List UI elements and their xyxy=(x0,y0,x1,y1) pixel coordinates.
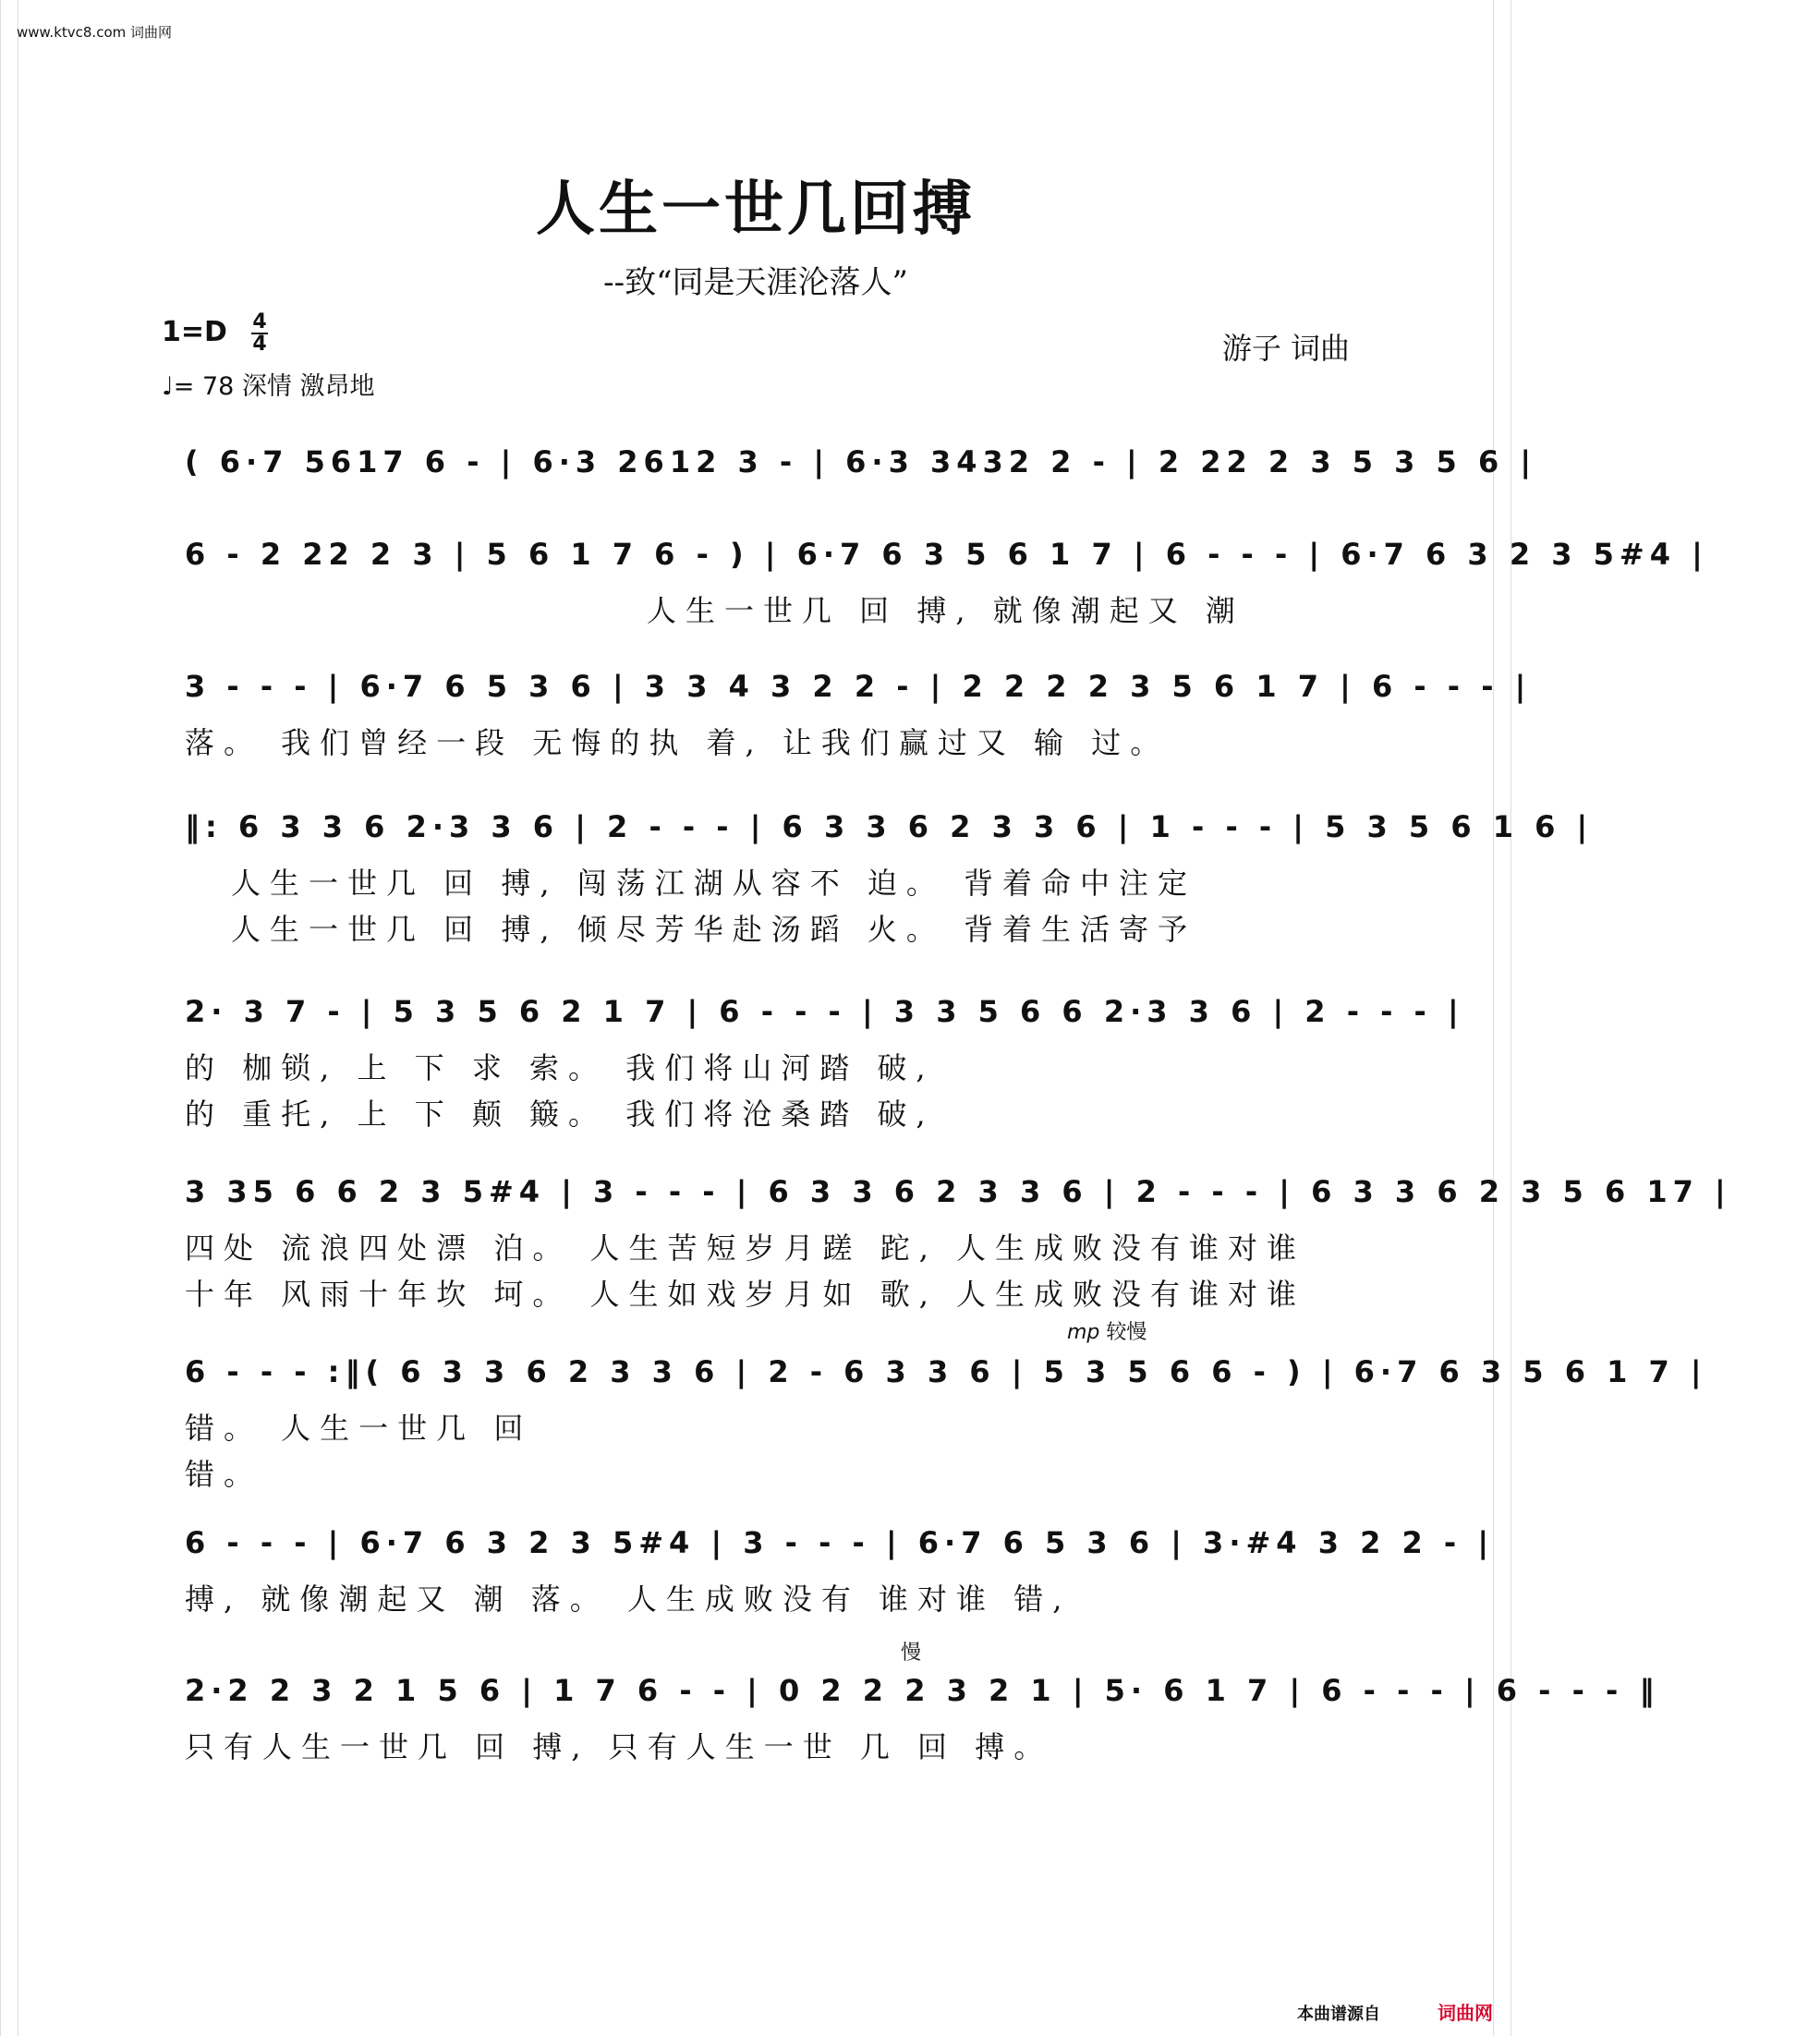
lyric-line-1: 错。 人生一世几 回 xyxy=(185,1411,533,1446)
lyric-line-2: 人生一世几 回 搏, 倾尽芳华赴汤蹈 火。 背着生活寄予 xyxy=(231,912,1197,947)
notation-line: 3 - - - | 6·7 6 5 3 6 | 3 3 4 3 2 2 - | 2 2 2 2 3 5 6 1 7 | 6 - - - | xyxy=(185,669,1532,704)
notation-line: ( 6·7 5617 6 - | 6·3 2612 3 - | 6·3 3432 2 - | 2 22 2 3 5 3 5 6 | xyxy=(185,444,1537,479)
footer-source-label: 本曲谱源自 xyxy=(1297,2005,1380,2024)
notation-line: 2·2 2 3 2 1 5 6 | 1 7 6 - - | 0 2 2 2 3 2 1 | 5· 6 1 7 | 6 - - - | 6 - - - ‖ xyxy=(185,1673,1660,1708)
notation-line: 3 35 6 6 2 3 5#4 | 3 - - - | 6 3 3 6 2 3 3 6 | 2 - - - | 6 3 3 6 2 3 5 6 17 | xyxy=(185,1174,1731,1209)
dynamic-mp: mp 较慢 xyxy=(1067,1321,1147,1344)
left-margin-strip xyxy=(0,0,18,2036)
lyric-line-1: 人生一世几 回 搏, 就像潮起又 潮 xyxy=(647,593,1244,628)
lyric-line-2: 的 重托, 上 下 颠 簸。 我们将沧桑踏 破, xyxy=(185,1097,935,1132)
tempo-marking: ♩= 78 深情 激昂地 xyxy=(162,372,375,401)
time-signature-bottom: 4 xyxy=(252,333,267,356)
time-signature xyxy=(251,312,268,355)
author-credit: 游子 词曲 xyxy=(1221,331,1350,366)
notation-line: 2· 3 7 - | 5 3 5 6 2 1 7 | 6 - - - | 3 3 5 6 6 2·3 3 6 | 2 - - - | xyxy=(185,994,1464,1029)
song-title: 人生一世几回搏 xyxy=(536,175,976,244)
notation-line: 6 - - - | 6·7 6 3 2 3 5#4 | 3 - - - | 6·7 6 5 3 6 | 3·#4 3 2 2 - | xyxy=(185,1525,1495,1560)
time-signature-top: 4 xyxy=(252,310,267,333)
song-subtitle: --致“同是天涯沦落人” xyxy=(603,264,908,301)
lyric-line-1: 只有人生一世几 回 搏, 只有人生一世 几 回 搏。 xyxy=(185,1729,1053,1764)
lyric-line-2: 十年 风雨十年坎 坷。 人生如戏岁月如 歌, 人生成败没有谁对谁 xyxy=(185,1277,1306,1312)
lyric-line-1: 四处 流浪四处漂 泊。 人生苦短岁月蹉 跎, 人生成败没有谁对谁 xyxy=(185,1230,1306,1266)
notation-line: 6 - - - :‖( 6 3 3 6 2 3 3 6 | 2 - 6 3 3 6 | 5 3 5 6 6 - ) | 6·7 6 3 5 6 1 7 | xyxy=(185,1354,1707,1389)
lyric-line-1: 落。 我们曾经一段 无悔的执 着, 让我们赢过又 输 过。 xyxy=(185,725,1170,760)
lyric-line-1: 人生一世几 回 搏, 闯荡江湖从容不 迫。 背着命中注定 xyxy=(231,866,1197,901)
key-signature: 1=D xyxy=(162,316,227,348)
lyric-line-1: 的 枷锁, 上 下 求 索。 我们将山河踏 破, xyxy=(185,1050,935,1085)
lyric-line-1: 搏, 就像潮起又 潮 落。 人生成败没有 谁对谁 错, xyxy=(185,1582,1072,1617)
lyric-line-2: 错。 xyxy=(185,1457,263,1492)
notation-line: ‖: 6 3 3 6 2·3 3 6 | 2 - - - | 6 3 3 6 2 3 3 6 | 1 - - - | 5 3 5 6 1 6 | xyxy=(185,809,1594,844)
dynamic-slow: 慢 xyxy=(901,1642,922,1665)
right-margin-strip xyxy=(1493,0,1511,2036)
footer-site-link[interactable]: 词曲网 xyxy=(1438,2002,1493,2024)
source-text: www.ktvc8.com 词曲网 xyxy=(17,24,173,41)
notation-line: 6 - 2 22 2 3 | 5 6 1 7 6 - ) | 6·7 6 3 5 6 1 7 | 6 - - - | 6·7 6 3 2 3 5#4 | xyxy=(185,537,1708,572)
